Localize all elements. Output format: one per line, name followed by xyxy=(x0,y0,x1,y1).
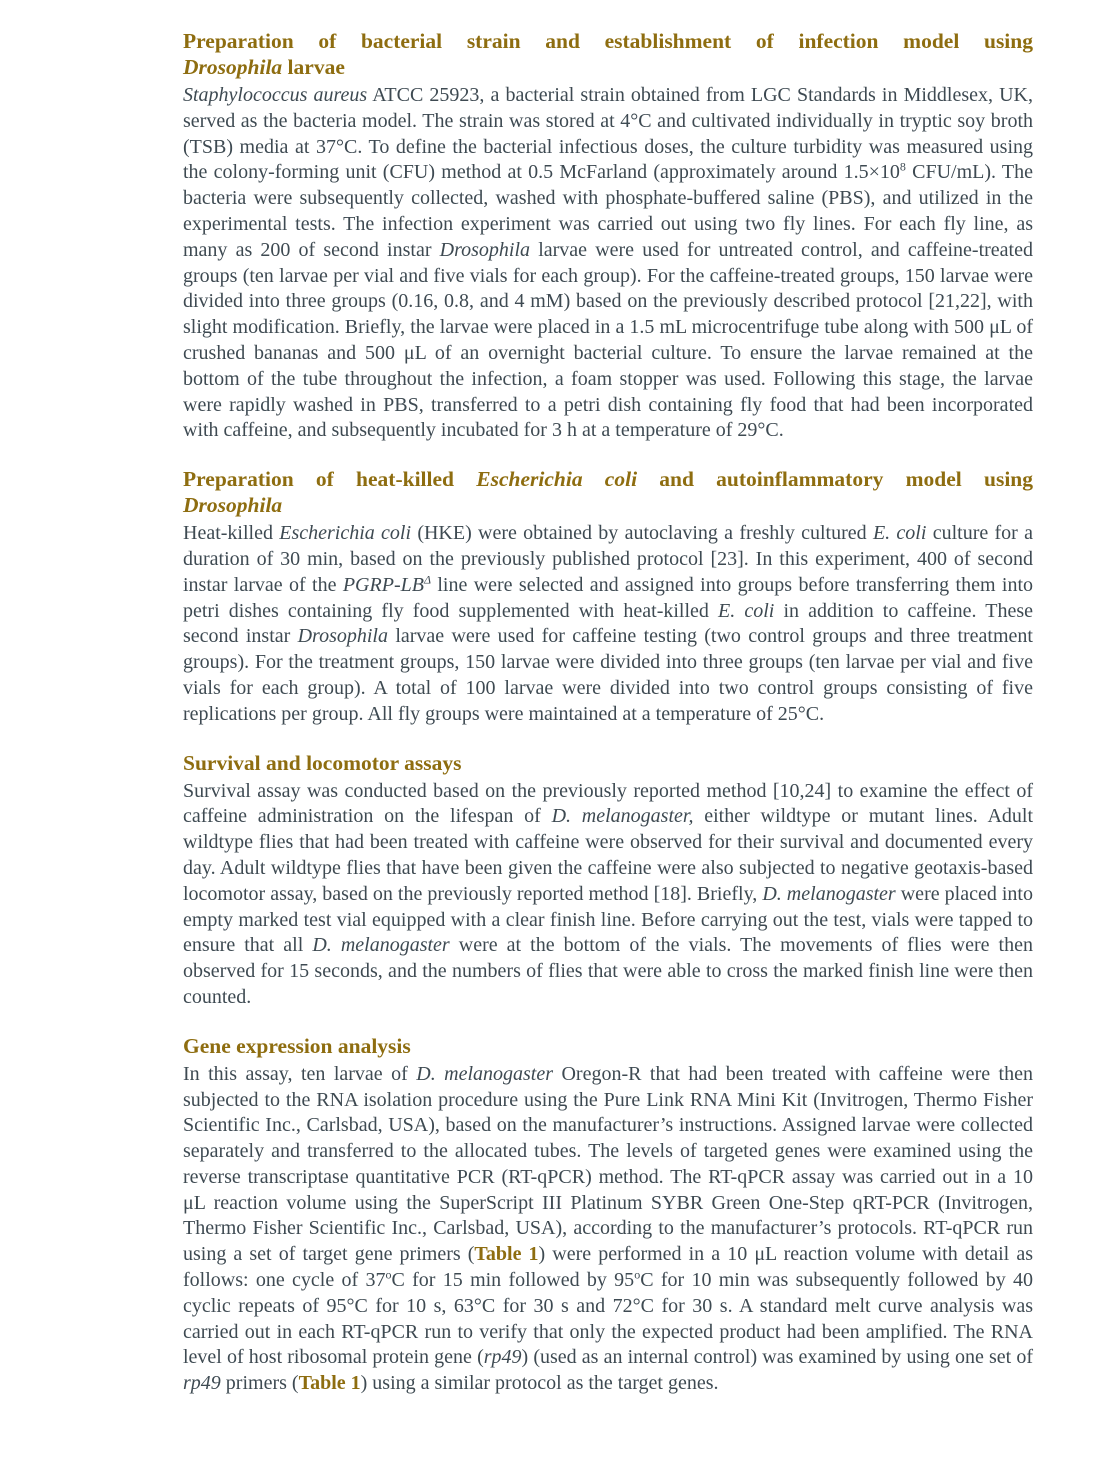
text-run: CFU/mL). The bacteria were subsequently collected, washed with phosphate-buffered saline (PBS), and utilized in the experimental tests. The infection experiment was carried out using two fly lines. For each fly line, as many as 200 of second instar xyxy=(183,161,1033,261)
text-run: Escherichia coli xyxy=(476,467,638,492)
text-run: ) using a similar protocol as the target genes. xyxy=(360,1372,719,1395)
text-run: D. melanogaster xyxy=(762,882,896,905)
text-run: Preparation of bacterial strain and establishment of infection model using xyxy=(183,29,1033,53)
text-run: o xyxy=(634,1267,641,1282)
heading-line xyxy=(183,492,1033,518)
text-run: rp49 xyxy=(183,1372,221,1395)
section-gene-expression-analysis xyxy=(183,1033,1033,1397)
text-run: Oregon-R that had been treated with caffeine were then subjected to the RNA isolation procedure using the Pure Link RNA Mini Kit (Invitrogen, Thermo Fisher Scientific Inc., Carlsbad, USA), based on the manufacturer’s instructions. Assigned larvae were collected separately and transferred to the allocated tubes. The levels of targeted genes were examined using the reverse transcriptase quantitative PCR (RT-qPCR) method. The RT-qPCR assay was carried out in a 10 μL reaction volume using the SuperScript III Platinum SYBR Green One-Step qRT-PCR (Invitrogen, Thermo Fisher Scientific Inc., Carlsbad, USA), according to the manufacturer’s protocols. RT-qPCR run using a set of target gene primers ( xyxy=(183,1062,1033,1266)
text-run: Drosophila xyxy=(183,55,283,79)
section-paragraph xyxy=(183,1062,1033,1397)
section-paragraph xyxy=(183,521,1033,727)
text-run: D. melanogaster xyxy=(416,1062,554,1085)
text-run: E. coli xyxy=(718,599,775,622)
section-paragraph xyxy=(183,83,1033,444)
text-run: Escherichia coli xyxy=(279,522,412,545)
text-run: Δ xyxy=(423,572,431,587)
text-run: D. melanogaster, xyxy=(551,805,694,828)
text-run: either wildtype or mutant lines. Adult wildtype flies that had been treated with caffeine were observed for their survival and documented every day. Adult wildtype flies that have been given the caffeine were also subjected to negative geotaxis-based locomotor assay, based on the previously reported method [18]. Briefly, xyxy=(183,805,1034,905)
text-column xyxy=(183,28,1033,1397)
text-run: o xyxy=(385,1267,392,1282)
text-run: C for 10 min was subsequently followed by 40 cyclic repeats of 95°C for 10 s, 63°C for 30 s and 72°C for 30 s. A standard melt curve analysis was carried out in each RT-qPCR run to verify that only the expected product had been amplified. The RNA level of host ribosomal protein gene ( xyxy=(183,1269,1034,1369)
text-run: were at the bottom of the vials. The movements of flies were then observed for 15 seconds, and the numbers of flies that were able to cross the marked finish line were then counted. xyxy=(183,934,1033,1008)
text-run: E. coli xyxy=(872,522,927,545)
section-heading xyxy=(183,28,1033,80)
text-run: larvae xyxy=(282,55,345,79)
section-bacterial-strain-infection-model xyxy=(183,28,1033,444)
text-run: Survival assay was conducted based on the previously reported method [10,24] to examine the effect of caffeine administration on the lifespan of xyxy=(183,779,1033,828)
section-heat-killed-ecoli-model xyxy=(183,466,1033,727)
text-run: (HKE) were obtained by autoclaving a freshly cultured xyxy=(411,522,873,545)
heading-line xyxy=(183,54,1033,80)
text-run: Preparation of heat-killed xyxy=(183,467,477,492)
text-run: were placed into empty marked test vial equipped with a clear finish line. Before carrying out the test, vials were tapped to ensure that all xyxy=(183,882,1033,957)
text-run: Table 1 xyxy=(474,1243,539,1266)
section-heading xyxy=(183,1033,1033,1059)
section-heading xyxy=(183,466,1033,518)
text-run: culture for a duration of 30 min, based on the previously published protocol [23]. In this experiment, 400 of second instar larvae of the xyxy=(183,522,1033,596)
heading-line xyxy=(183,28,1033,54)
text-run: larvae were used for caffeine testing (two control groups and three treatment groups). For the treatment groups, 150 larvae were divided into three groups (ten larvae per vial and five vials for each group). A total of 100 larvae were divided into two control groups consisting of five replications per group. All fly groups were maintained at a temperature of 25°C. xyxy=(183,625,1033,725)
text-run: Drosophila xyxy=(439,238,531,261)
text-run: line were selected and assigned into groups before transferring them into petri dishes containing fly food supplemented with heat-killed xyxy=(183,573,1034,622)
text-run: Table 1 xyxy=(298,1372,361,1395)
text-run: rp49 xyxy=(483,1346,522,1369)
text-run: ) were performed in a 10 μL reaction volume with detail as follows: one cycle of 37 xyxy=(183,1243,1033,1292)
heading-line xyxy=(183,750,1033,776)
text-run: Gene expression analysis xyxy=(183,1033,411,1058)
text-run: PGRP-LB xyxy=(342,573,424,596)
text-run: larvae were used for untreated control, and caffeine-treated groups (ten larvae per vial and five vials for each group). For the caffeine-treated groups, 150 larvae were divided into three groups (0.16, 0.8, and 4 mM) based on the previously described protocol [21,22], with slight modification. Briefly, the larvae were placed in a 1.5 mL microcentrifuge tube along with 500 μL of crushed bananas and 500 μL of an overnight bacterial culture. To ensure the larvae remained at the bottom of the tube throughout the infection, a foam stopper was used. Following this stage, the larvae were rapidly washed in PBS, transferred to a petri dish containing fly food that had been incorporated with caffeine, and subsequently incubated for 3 h at a temperature of 29°C. xyxy=(183,238,1033,442)
text-run: Drosophila xyxy=(183,493,283,518)
text-run: ATCC 25923, a bacterial strain obtained from LGC Standards in Middlesex, UK, served as the bacteria model. The strain was stored at 4°C and cultivated individually in tryptic soy broth (TSB) media at 37°C. To define the bacterial infectious doses, the culture turbidity was measured using the colony-forming unit (CFU) method at 0.5 McFarland (approximately around 1.5×10 xyxy=(183,84,1033,184)
text-run: Staphylococcus aureus xyxy=(183,84,368,106)
text-run: and autoinflammatory model using xyxy=(637,467,1033,492)
text-run: Heat-killed xyxy=(183,522,280,545)
heading-line xyxy=(183,466,1033,492)
section-paragraph xyxy=(183,779,1033,1011)
text-run: Survival and locomotor assays xyxy=(183,750,462,775)
text-run: primers ( xyxy=(220,1372,299,1395)
heading-line xyxy=(183,1033,1033,1059)
text-run: in addition to caffeine. These second instar xyxy=(183,599,1034,648)
text-run: D. melanogaster xyxy=(312,934,450,957)
text-run: C for 15 min followed by 95 xyxy=(391,1269,635,1292)
text-run: Drosophila xyxy=(297,625,388,648)
text-run: ) (used as an internal control) was examined by using one set of xyxy=(521,1346,1033,1369)
section-survival-locomotor-assays xyxy=(183,750,1033,1011)
text-run: 8 xyxy=(899,159,906,174)
section-heading xyxy=(183,750,1033,776)
text-run: In this assay, ten larvae of xyxy=(183,1062,417,1085)
